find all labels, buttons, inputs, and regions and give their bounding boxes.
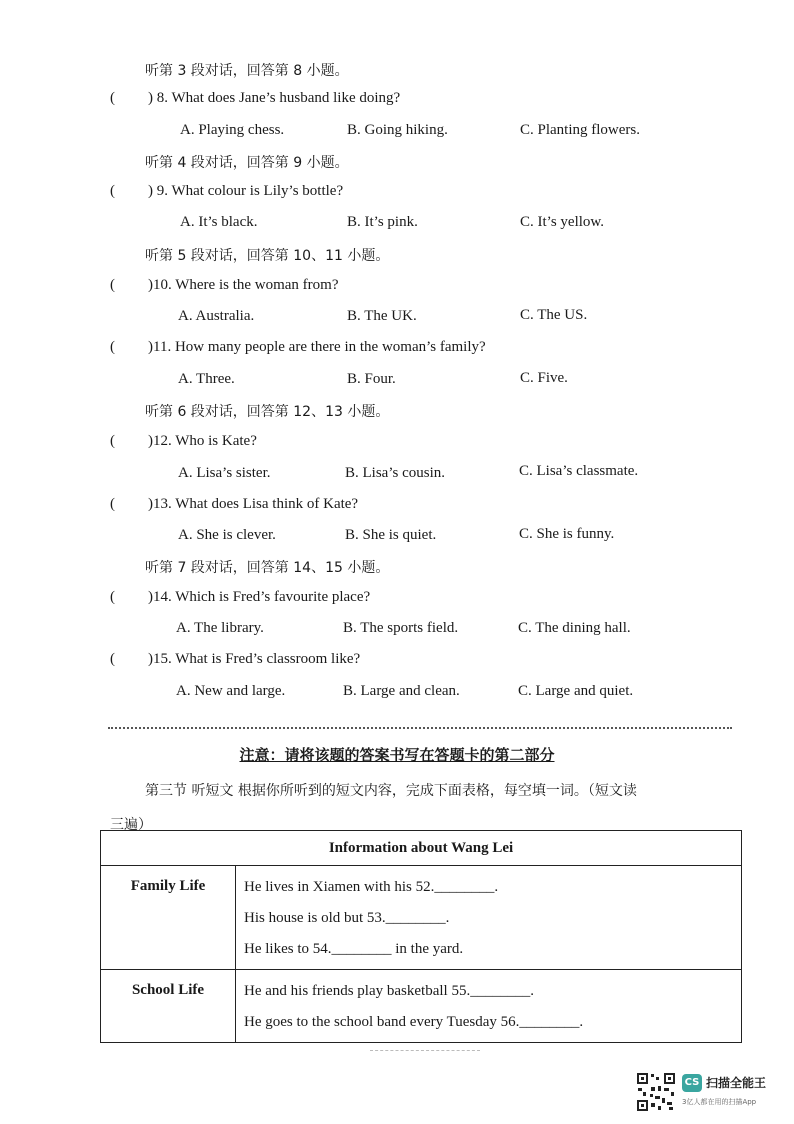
family-life-label: Family Life: [101, 866, 236, 970]
question-8-option-c: C. Planting flowers.: [520, 122, 640, 138]
table-row-family: [101, 866, 742, 970]
info-table: [100, 830, 742, 1043]
info-table-title: Information about Wang Lei: [101, 831, 742, 866]
answer-paren-15[interactable]: (: [110, 651, 115, 667]
instruction-dialogue-5: 听第 5 段对话，回答第 10、11 小题。: [145, 248, 390, 264]
answer-paren-13[interactable]: (: [110, 496, 115, 512]
question-8-stem: ) 8. What does Jane’s husband like doing?: [148, 90, 401, 106]
question-12-option-b: B. Lisa’s cousin.: [345, 465, 445, 481]
question-10-stem: )10. Where is the woman from?: [148, 277, 339, 293]
question-13-option-c: C. She is funny.: [519, 526, 615, 542]
question-15-option-a: A. New and large.: [176, 683, 286, 699]
question-14-option-a: A. The library.: [176, 620, 264, 636]
answer-card-note: 注意：请将该题的答案书写在答题卡的第二部分: [239, 746, 555, 764]
instruction-dialogue-6: 听第 6 段对话，回答第 12、13 小题。: [145, 404, 390, 420]
instruction-dialogue-4: 听第 4 段对话，回答第 9 小题。: [145, 155, 349, 171]
blank-56-line[interactable]: He goes to the school band every Tuesday 56.________.: [244, 1014, 584, 1030]
question-10-option-c: C. The US.: [520, 307, 588, 323]
camscanner-logo-icon: CS: [682, 1074, 702, 1092]
table-row-school: [101, 970, 742, 1043]
question-15-option-c: C. Large and quiet.: [518, 683, 634, 699]
question-11-stem: )11. How many people are there in the woman’s family?: [148, 339, 486, 355]
instruction-dialogue-7: 听第 7 段对话，回答第 14、15 小题。: [145, 560, 390, 576]
page-footer-mark: [370, 1050, 480, 1051]
question-12-stem: )12. Who is Kate?: [148, 433, 257, 449]
blank-55-line[interactable]: He and his friends play basketball 55.________.: [244, 983, 534, 999]
answer-paren-9[interactable]: (: [110, 183, 115, 199]
answer-paren-10[interactable]: (: [110, 277, 115, 293]
section-3-line-1: 第三节 听短文 根据你所听到的短文内容，完成下面表格，每空填一词。（短文读: [145, 783, 637, 799]
question-8-option-b: B. Going hiking.: [347, 122, 448, 138]
question-10-option-b: B. The UK.: [347, 308, 417, 324]
question-9-option-c: C. It’s yellow.: [520, 214, 605, 230]
question-14-option-b: B. The sports field.: [343, 620, 459, 636]
question-11-option-b: B. Four.: [347, 371, 396, 387]
answer-paren-8[interactable]: (: [110, 90, 115, 106]
question-10-option-a: A. Australia.: [178, 308, 255, 324]
camscanner-tagline: 3亿人都在用的扫描App: [682, 1098, 757, 1106]
question-13-option-a: A. She is clever.: [178, 527, 276, 543]
family-life-content: [236, 866, 742, 970]
question-8-option-a: A. Playing chess.: [180, 122, 285, 138]
question-15-option-b: B. Large and clean.: [343, 683, 460, 699]
instruction-dialogue-3: 听第 3 段对话，回答第 8 小题。: [145, 63, 349, 79]
question-13-stem: )13. What does Lisa think of Kate?: [148, 496, 359, 512]
question-12-option-a: A. Lisa’s sister.: [178, 465, 271, 481]
question-9-stem: ) 9. What colour is Lily’s bottle?: [148, 183, 344, 199]
camscanner-name: 扫描全能王: [706, 1076, 767, 1090]
blank-52-line[interactable]: He lives in Xiamen with his 52.________.: [244, 879, 499, 895]
question-14-option-c: C. The dining hall.: [518, 620, 631, 636]
question-14-stem: )14. Which is Fred’s favourite place?: [148, 589, 371, 605]
question-9-option-b: B. It’s pink.: [347, 214, 418, 230]
question-9-option-a: A. It’s black.: [180, 214, 258, 230]
school-life-content: [236, 970, 742, 1043]
question-12-option-c: C. Lisa’s classmate.: [519, 463, 639, 479]
answer-paren-11[interactable]: (: [110, 339, 115, 355]
question-15-stem: )15. What is Fred’s classroom like?: [148, 651, 361, 667]
blank-54-line[interactable]: He likes to 54.________ in the yard.: [244, 941, 464, 957]
section-divider: [108, 727, 732, 729]
section-3-line-2: 三遍）: [110, 817, 152, 833]
school-life-label: School Life: [101, 970, 236, 1043]
blank-53-line[interactable]: His house is old but 53.________.: [244, 910, 450, 926]
answer-paren-12[interactable]: (: [110, 433, 115, 449]
question-11-option-a: A. Three.: [178, 371, 235, 387]
qr-code-icon: [636, 1072, 676, 1112]
answer-paren-14[interactable]: (: [110, 589, 115, 605]
question-11-option-c: C. Five.: [520, 370, 568, 386]
question-13-option-b: B. She is quiet.: [345, 527, 437, 543]
